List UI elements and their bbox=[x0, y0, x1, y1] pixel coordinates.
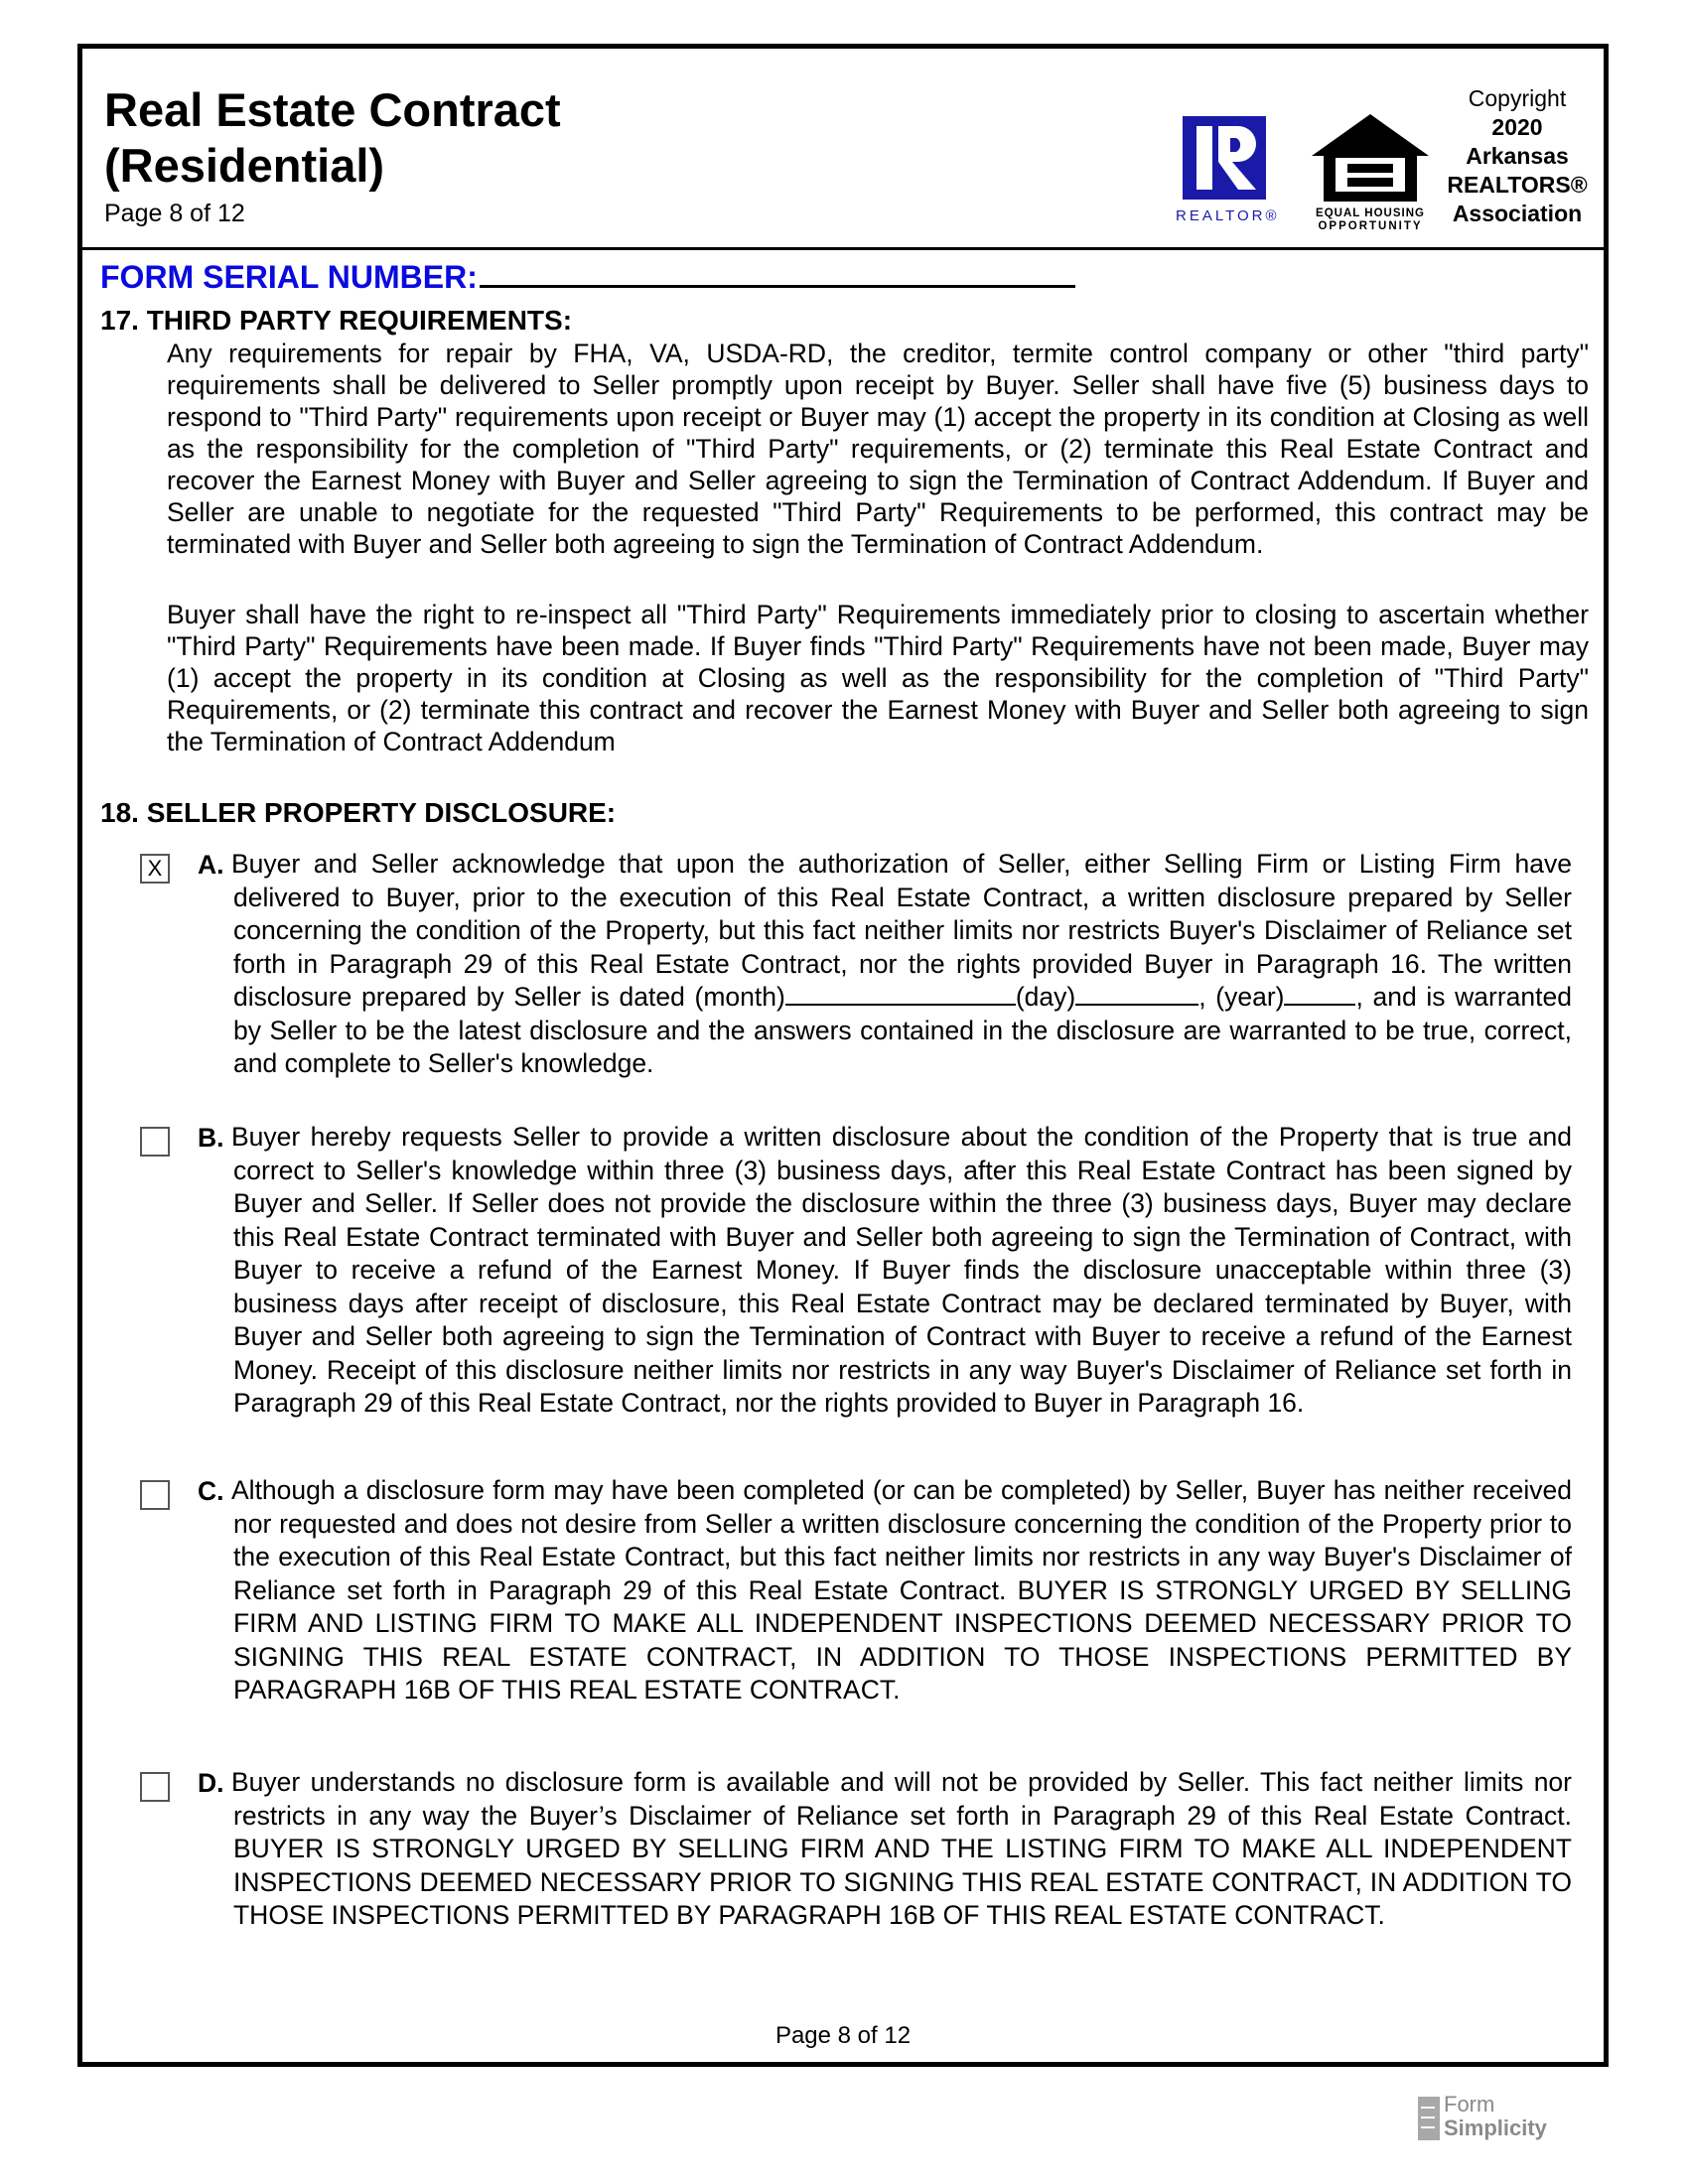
option-a-text: Buyer and Seller acknowledge that upon the authorization of Seller, either Selling Firm or Listing Firm have delivered to Buyer, prior to the execution of this Real Estate Contract, a written disclosure prepared by Seller concerning the condition of the Property, but this fact neither limits nor restricts Buyer's Disclaimer of Reliance set forth in Paragraph 29 of this Real Estate Contract, nor the rights provided Buyer in Paragraph 16. The written disclosure prepared by Seller is dated (month) (day) , (year) , and is warranted by Seller to be the latest disclosure and the answers contained in the disclosure are warranted to be true, correct, and complete to Seller's knowledge. bbox=[231, 849, 1572, 1078]
serial-number-field[interactable] bbox=[480, 261, 1075, 288]
option-d-letter: D. bbox=[198, 1768, 224, 1798]
document-icon bbox=[1418, 2097, 1440, 2140]
equal-housing-house-icon bbox=[1306, 108, 1435, 207]
form-simplicity-text: Form Simplicity bbox=[1444, 2092, 1547, 2140]
realtor-r-icon bbox=[1183, 116, 1266, 200]
form-page-frame bbox=[77, 44, 1609, 2067]
option-c-text: Although a disclosure form may have been completed (or can be completed) by Seller, Buyer has neither received nor requested and does not desire from Seller a written disclosure concerning the condition of the Property prior to the execution of this Real Estate Contract, but this fact neither limits nor restricts in any way Buyer's Disclaimer of Reliance set forth in Paragraph 29 of this Real Estate Contract. BUYER IS STRONGLY URGED BY SELLING FIRM AND LISTING FIRM TO MAKE ALL INDEPENDENT INSPECTIONS DEEMED NECESSARY PRIOR TO SIGNING THIS REAL ESTATE CONTRACT, IN ADDITION TO THOSE INSPECTIONS PERMITTED BY PARAGRAPH 16B OF THIS REAL ESTATE CONTRACT. bbox=[231, 1475, 1572, 1705]
disclosure-month-field[interactable] bbox=[785, 984, 1016, 1006]
option-b-checkbox[interactable] bbox=[140, 1127, 170, 1157]
option-d-text: Buyer understands no disclosure form is available and will not be provided by Seller. This fact neither limits nor restricts in any way the Buyer’s Disclaimer of Reliance set forth in Paragraph 29 of this Real Estate Contract. BUYER IS STRONGLY URGED BY SELLING FIRM AND THE LISTING FIRM TO MAKE ALL INDEPENDENT INSPECTIONS DEEMED NECESSARY PRIOR TO SIGNING THIS REAL ESTATE CONTRACT, IN ADDITION TO THOSE INSPECTIONS PERMITTED BY PARAGRAPH 16B OF THIS REAL ESTATE CONTRACT. bbox=[231, 1767, 1572, 1930]
form-simplicity-logo bbox=[1418, 2093, 1597, 2152]
section-17-paragraph-2: Buyer shall have the right to re-inspect all "Third Party" Requirements immediately prior to closing to ascertain whether "Third Party" Requirements have been made. If Buyer finds "Third Party" Requirements have not been made, Buyer may (1) accept the property in its condition at Closing as well as the responsibility for the completion of "Third Party" Requirements, or (2) terminate this contract and recover the Earnest Money with Buyer and Seller both agreeing to sign the Termination of Contract Addendum bbox=[167, 600, 1589, 756]
serial-label: FORM SERIAL NUMBER: bbox=[100, 259, 478, 295]
page-number-top: Page 8 of 12 bbox=[104, 200, 245, 227]
form-header bbox=[82, 49, 1604, 250]
page-title bbox=[104, 82, 561, 194]
option-c-checkbox[interactable] bbox=[140, 1480, 170, 1510]
option-a-letter: A. bbox=[198, 850, 224, 880]
equal-housing-logo bbox=[1306, 108, 1435, 237]
option-a-checkbox[interactable]: X bbox=[140, 854, 170, 884]
option-c-letter: C. bbox=[198, 1476, 224, 1506]
title-line-2: (Residential) bbox=[104, 139, 385, 192]
option-b-text: Buyer hereby requests Seller to provide a written disclosure about the condition of the Property that is true and correct to Seller's knowledge within three (3) business days, after this Real Estate Contract has been signed by Buyer and Seller. If Seller does not provide the disclosure within the three (3) business days, Buyer may declare this Real Estate Contract terminated with Buyer and Seller both agreeing to sign the Termination of Contract, with Buyer to receive a refund of the Earnest Money. If Buyer finds the disclosure unacceptable within three (3) business days after receipt of disclosure, this Real Estate Contract may be declared terminated by Buyer, with Buyer and Seller both agreeing to sign the Termination of Contract with Buyer to receive a refund of the Earnest Money. Receipt of this disclosure neither limits nor restricts in any way Buyer's Disclaimer of Reliance set forth in Paragraph 29 of this Real Estate Contract, nor the rights provided to Buyer in Paragraph 16. bbox=[231, 1122, 1572, 1418]
option-d-checkbox[interactable] bbox=[140, 1772, 170, 1802]
title-line-1: Real Estate Contract bbox=[104, 83, 561, 136]
disclosure-day-field[interactable] bbox=[1075, 984, 1198, 1006]
section-17-paragraph-1: Any requirements for repair by FHA, VA, USDA-RD, the creditor, termite control company or other "third party" requirements shall be delivered to Seller promptly upon receipt by Buyer. Seller shall have five (5) business days to respond to "Third Party" requirements upon receipt or Buyer may (1) accept the property in its condition at Closing as well as the responsibility for the completion of "Third Party" requirements, or (2) terminate this Real Estate Contract and recover the Earnest Money with Buyer and Seller agreeing to sign the Termination of Contract Addendum. If Buyer and Seller are unable to negotiate for the requested "Third Party" Requirements to be performed, this contract may be terminated with Buyer and Seller both agreeing to sign the Termination of Contract Addendum. bbox=[167, 339, 1589, 559]
equal-housing-text: EQUAL HOUSING OPPORTUNITY bbox=[1316, 207, 1425, 232]
realtor-logo bbox=[1176, 116, 1280, 229]
copyright-block: Copyright 2020 Arkansas REALTORS® Association bbox=[1447, 85, 1588, 226]
section-18-heading: 18. SELLER PROPERTY DISCLOSURE: bbox=[100, 797, 617, 828]
page-number-bottom: Page 8 of 12 bbox=[774, 2022, 912, 2049]
form-serial-number bbox=[100, 259, 1075, 296]
disclosure-year-field[interactable] bbox=[1284, 984, 1355, 1006]
realtor-logo-text: REALTOR® bbox=[1176, 207, 1280, 224]
option-b-letter: B. bbox=[198, 1123, 224, 1153]
section-17-heading: 17. THIRD PARTY REQUIREMENTS: bbox=[100, 305, 573, 336]
